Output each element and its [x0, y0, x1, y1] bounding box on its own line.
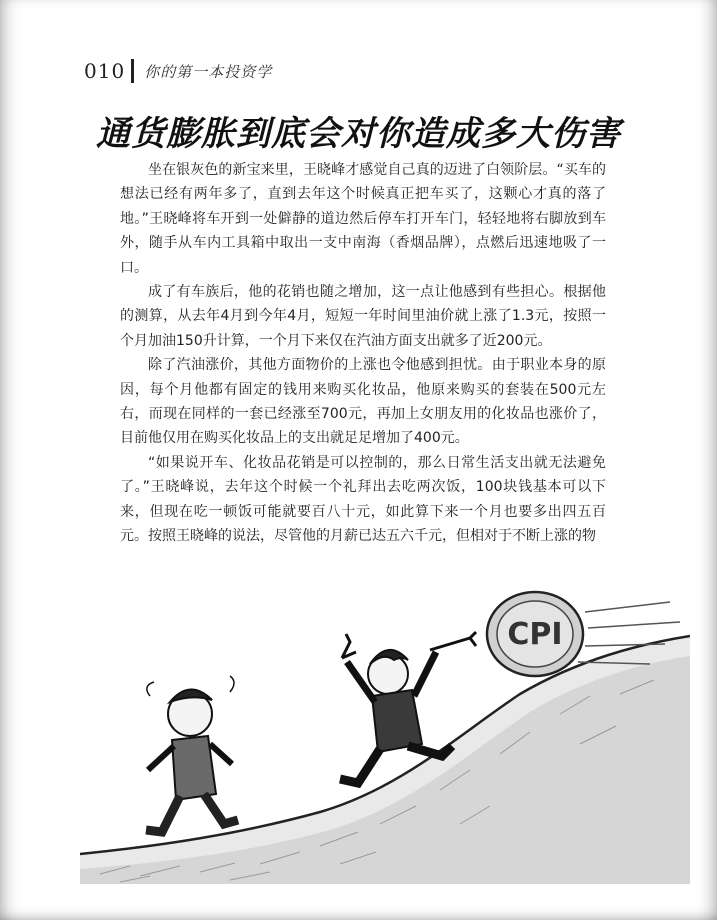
page-number: 010 [84, 59, 126, 83]
running-office-worker [146, 676, 238, 832]
paragraph: “如果说开车、化妆品花销是可以控制的，那么日常生活支出就无法避免了。”王晓峰说，去年这个时候一个礼拜出去吃两次饭，100块钱基本可以下来，但现在吃一顿饭可能就要百八十元，如此算下来一个月也要多出四五百元。按照王晓峰的说法，尽管他的月薪已达五六千元，但相对于不断上涨的物 [120, 454, 606, 545]
paragraph: 除了汽油涨价，其他方面物价的上涨也令他感到担忧。由于职业本身的原因，每个月他都有固定的钱用来购买化妆品，他原来购买的套装在500元左右，而现在同样的一套已经涨至700元，再加上女朋友用的化妆品也涨价了，目前他仅用在购买化妆品上的支出就足足增加了400元。 [120, 357, 606, 447]
paragraph: 坐在银灰色的新宝来里，王晓峰才感觉自己真的迈进了白领阶层。“买车的想法已经有两年多了，直到去年这个时候真正把车买了，这颗心才真的落了地。”王晓峰将车开到一处僻静的道边然后停车打开车门，轻轻地将右脚放到车外，随手从车内工具箱中取出一支中南海（香烟品牌），点燃后迅速地吸了一口。 [120, 162, 606, 276]
body-text [120, 158, 606, 549]
page-header [84, 56, 272, 86]
running-book-title: 你的第一本投资学 [144, 62, 273, 81]
header-divider [131, 59, 134, 83]
cartoon-illustration [80, 584, 690, 884]
paragraph: 成了有车族后，他的花销也随之增加，这一点让他感到有些担心。根据他的测算，从去年4月到今年4月，短短一年时间里油价就上涨了1.3元，按照一个月加油150升计算，一个月下来仅在汽油方面支出就多了近200元。 [120, 284, 606, 349]
chapter-title: 通货膨胀到底会对你造成多大伤害 [96, 114, 621, 154]
cpi-label: CPI [507, 617, 563, 652]
